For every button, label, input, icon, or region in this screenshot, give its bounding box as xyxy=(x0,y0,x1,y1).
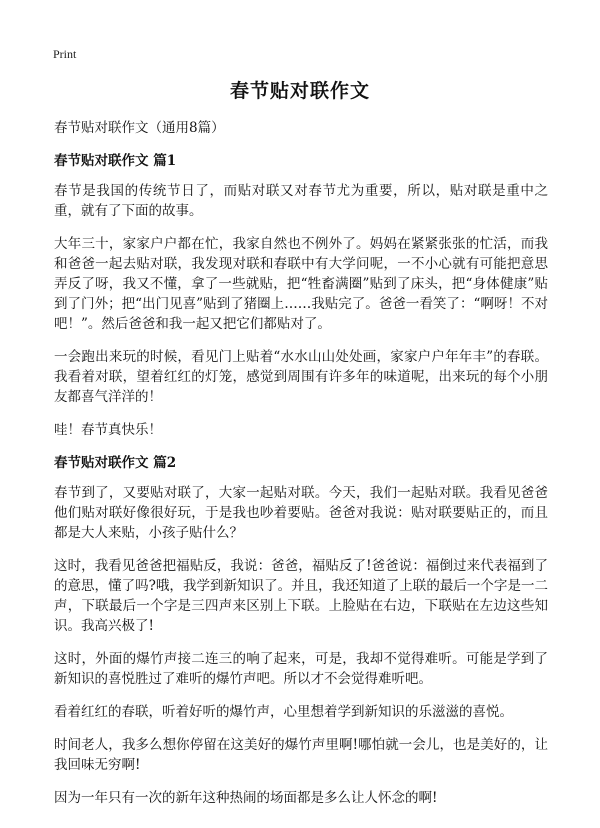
section-heading: 春节贴对联作文 篇2 xyxy=(54,455,177,471)
paragraph: 哇！春节真快乐！ xyxy=(54,422,162,438)
document-subtitle: 春节贴对联作文（通用8篇） xyxy=(54,120,225,136)
paragraph: 一会跑出来玩的时候，看见门上贴着“水水山山处处画，家家户户年年丰”的春联。我看着对联，望着红红的灯笼，感觉到周围有许多年的味道呢，出来玩的每个小朋友都喜气洋洋的！ xyxy=(54,349,548,405)
essay-section-2 xyxy=(54,453,548,808)
paragraph: 大年三十，家家户户都在忙，我家自然也不例外了。妈妈在紧紧张张的忙活，而我和爸爸一起去贴对联，我发现对联和春联中有大学问呢，一不小心就有可能把意思弄反了呀，我又不懂，拿了一些就贴，把“牲畜满圈”贴到了床头，把“身体健康”贴到了门外；把“出门见喜”贴到了猪圈上……我贴完了。爸爸一看笑了：“啊呀！不对吧！”。然后爸爸和我一起又把它们都贴对了。 xyxy=(54,236,548,332)
page-title: 春节贴对联作文 xyxy=(229,80,370,102)
paragraph: 看着红红的春联，听着好听的爆竹声，心里想着学到新知识的乐滋滋的喜悦。 xyxy=(54,704,513,720)
paragraph: 春节是我国的传统节日了，而贴对联又对春节尤为重要，所以，贴对联是重中之重，就有了下面的故事。 xyxy=(54,183,548,219)
paragraph: 这时，外面的爆竹声接二连三的响了起来，可是，我却不觉得难听。可能是学到了新知识的喜悦胜过了难听的爆竹声吧。所以才不会觉得难听吧。 xyxy=(54,651,548,687)
print-label: Print xyxy=(53,47,77,61)
paragraph: 因为一年只有一次的新年这种热闹的场面都是多么让人怀念的啊! xyxy=(54,790,438,806)
paragraph: 这时，我看见爸爸把福贴反，我说：爸爸，福贴反了!爸爸说：福倒过来代表福到了的意思，懂了吗?哦，我学到新知识了。并且，我还知道了上联的最后一个字是一二声，下联最后一个字是三四声来区别上下联。上脸贴在右边，下联贴在左边这些知识。我高兴极了! xyxy=(54,558,548,634)
section-heading: 春节贴对联作文 篇1 xyxy=(54,153,177,169)
paragraph: 春节到了，又要贴对联了，大家一起贴对联。今天，我们一起贴对联。我看见爸爸他们贴对联好像很好玩，于是我也吵着要贴。爸爸对我说：贴对联要贴正的，而且都是大人来贴，小孩子贴什么？ xyxy=(54,485,548,541)
document-body xyxy=(54,118,548,821)
essay-section-1 xyxy=(54,151,548,440)
paragraph: 时间老人，我多么想你停留在这美好的爆竹声里啊!哪怕就一会儿，也是美好的，让我回味无穷啊! xyxy=(54,737,548,773)
